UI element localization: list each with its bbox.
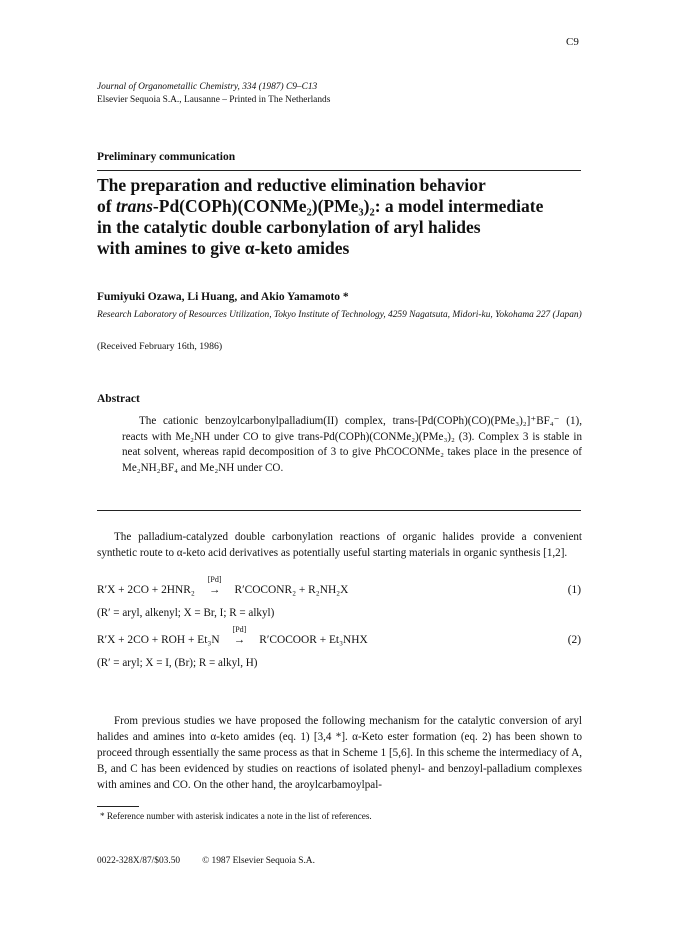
title-line-2-italic: trans (115, 196, 153, 216)
affiliation: Research Laboratory of Resources Utilization, Tokyo Institute of Technology, 4259 Nagatsuta, Midori-ku, Yokohama 227 (Japan) (97, 310, 582, 320)
equation-2-conditions: (R′ = aryl; X = I, (Br); R = alkyl, H) (97, 657, 258, 669)
equation-2-arrow: [Pd] → (222, 632, 256, 648)
equation-1-number: (1) (567, 584, 581, 596)
abstract-rule (97, 510, 581, 511)
equation-2-rhs: R′COCOOR + Et₃NHX (259, 634, 368, 646)
article-title (97, 175, 587, 259)
title-line-2-rest: -Pd(COPh)(CONMe₂)(PMe₃)₂: a model intermediate (152, 196, 544, 216)
title-line-4: with amines to give α-keto amides (97, 238, 350, 258)
title-line-2-prefix: of (97, 196, 116, 216)
equation-1-conditions: (R′ = aryl, alkenyl; X = Br, I; R = alkyl) (97, 607, 275, 619)
title-line-1: The preparation and reductive elimination behavior (97, 175, 486, 195)
page-footer (97, 856, 315, 866)
footnote-rule (97, 806, 139, 807)
abstract-heading: Abstract (97, 393, 140, 405)
equation-2-catalyst: [Pd] (232, 625, 247, 634)
page-number: C9 (566, 36, 579, 48)
section-label: Preliminary communication (97, 151, 236, 163)
equation-1-catalyst: [Pd] (207, 575, 222, 584)
intro-paragraph: The palladium-catalyzed double carbonylation reactions of organic halides provide a convenient synthetic route to α-keto acid derivatives as potentially useful starting materials in organic synthesis [1,2]. (97, 531, 582, 559)
section-rule (97, 170, 581, 171)
equation-1-arrow: [Pd] → (198, 582, 232, 598)
equation-2 (97, 625, 581, 648)
footnote: * Reference number with asterisk indicates a note in the list of references. (100, 811, 372, 821)
equation-1-lhs: R′X + 2CO + 2HNR₂ (97, 584, 195, 596)
title-line-3: in the catalytic double carbonylation of aryl halides (97, 217, 481, 237)
issn-price: 0022-328X/87/$03.50 (97, 856, 181, 866)
equation-1 (97, 575, 581, 598)
copyright-notice: © 1987 Elsevier Sequoia S.A. (202, 856, 315, 866)
abstract-text: The cationic benzoylcarbonylpalladium(II) complex, trans-[Pd(COPh)(CO)(PMe₃)₂]⁺BF₄⁻ (1), reacts with Me₂NH under CO to give trans-Pd(COPh)(CONMe₂)(PMe₃)₂ (3). Complex 3 is stable in neat solvent, whereas rapid decomposition of 3 to give PhCOCONMe₂ takes place in the presence of Me₂NH₂BF₄ and Me₂NH under CO. (122, 415, 582, 475)
authors: Fumiyuki Ozawa, Li Huang, and Akio Yamamoto * (97, 291, 349, 303)
main-paragraph: From previous studies we have proposed the following mechanism for the catalytic conversion of aryl halides and amines into α-keto amides (eq. 1) [3,4 *]. α-Keto ester formation (eq. 2) has been shown to proceed through essentially the same process as that in Scheme 1 [5,6]. In this scheme the intermediacy of A, B, and C has been evidenced by studies on reactions of isolated phenyl- and benzoyl-palladium complexes with amines and CO. On the other hand, the aroylcarbamoylpal- (97, 715, 582, 791)
journal-citation: Journal of Organometallic Chemistry, 334 (1987) C9–C13 (97, 82, 318, 92)
title-line-2 (97, 196, 587, 217)
journal-header (97, 81, 330, 107)
equation-2-lhs: R′X + 2CO + ROH + Et₃N (97, 634, 220, 646)
publisher-line: Elsevier Sequoia S.A., Lausanne – Printed in The Netherlands (97, 95, 331, 105)
equation-2-number: (2) (567, 634, 581, 646)
received-date: (Received February 16th, 1986) (97, 341, 223, 352)
equation-1-rhs: R′COCONR₂ + R₂NH₂X (234, 584, 349, 596)
